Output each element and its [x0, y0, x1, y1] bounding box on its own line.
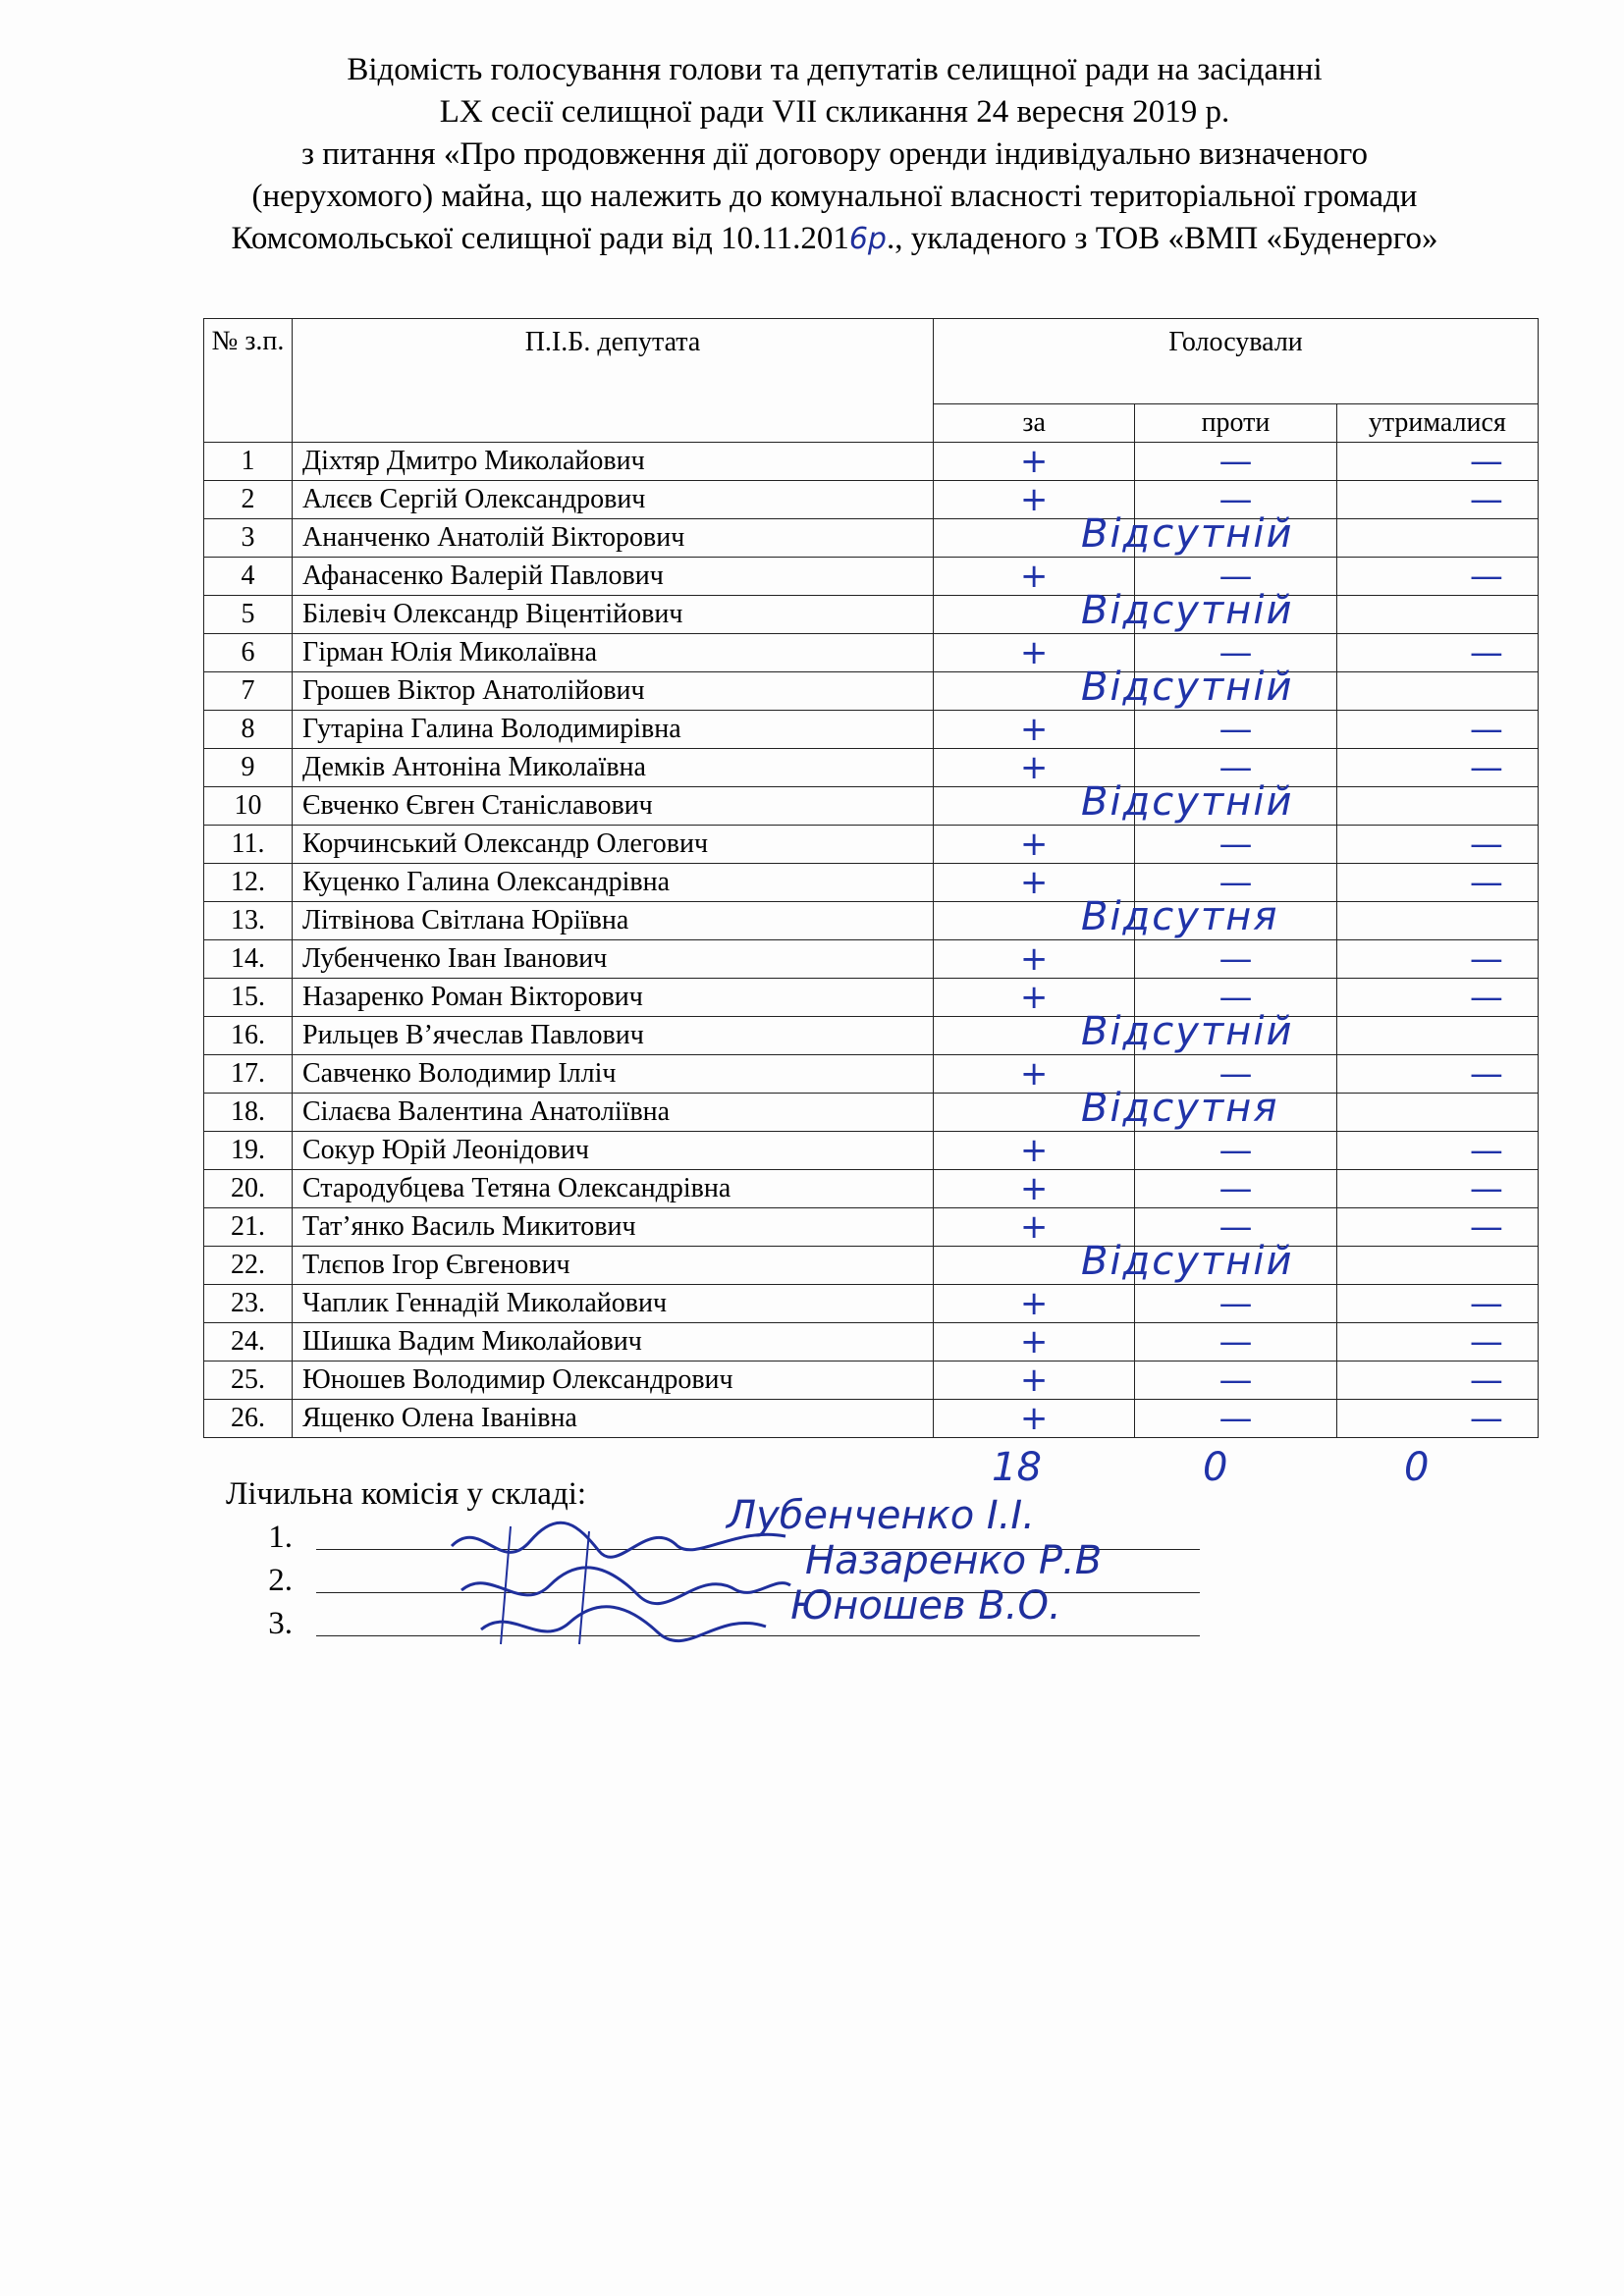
vote-for-mark: +: [1019, 479, 1049, 519]
vote-cell-abstain: [1336, 940, 1538, 979]
row-number: 25.: [204, 1362, 293, 1400]
vote-for-mark: +: [1019, 1398, 1049, 1438]
table-row: [204, 1132, 1539, 1170]
table-row: [204, 634, 1539, 672]
voting-table: [203, 318, 1539, 1438]
row-number: 4: [204, 558, 293, 596]
deputy-name: Назаренко Роман Вікторович: [293, 979, 934, 1017]
deputy-name: Савченко Володимир Ілліч: [293, 1055, 934, 1094]
table-row: [204, 902, 1539, 940]
vote-abstain-mark: —: [1469, 1283, 1503, 1323]
vote-cell-for: [934, 826, 1135, 864]
vote-cell-abstain: [1336, 1094, 1538, 1132]
vote-cell-against: [1135, 749, 1336, 787]
vote-cell-against: [1135, 558, 1336, 596]
vote-cell-abstain: [1336, 596, 1538, 634]
vote-cell-for: [934, 443, 1135, 481]
vote-for-mark: +: [1019, 824, 1049, 864]
col-header-abstain: утрималися: [1336, 404, 1538, 443]
vote-cell-against: [1135, 1132, 1336, 1170]
deputy-name: Сілаєва Валентина Анатоліївна: [293, 1094, 934, 1132]
table-row: [204, 979, 1539, 1017]
vote-cell-for: [934, 779, 1294, 826]
vote-cell-abstain: [1336, 1055, 1538, 1094]
vote-abstain-mark: —: [1469, 938, 1503, 979]
vote-cell-for: [934, 511, 1294, 558]
absent-note: Відсутній: [1081, 1239, 1294, 1284]
deputy-name: Рильцев В’ячеслав Павлович: [293, 1017, 934, 1055]
deputy-name: Юношев Володимир Олександрович: [293, 1362, 934, 1400]
vote-cell-abstain: [1336, 1208, 1538, 1247]
vote-against-mark: —: [1218, 1206, 1253, 1247]
vote-cell-abstain: [1336, 558, 1538, 596]
table-row: [204, 1208, 1539, 1247]
table-row: [204, 711, 1539, 749]
vote-for-mark: +: [1019, 1206, 1049, 1247]
vote-abstain-mark: —: [1469, 1206, 1503, 1247]
vote-against-mark: —: [1218, 862, 1253, 902]
deputy-name: Корчинський Олександр Олегович: [293, 826, 934, 864]
vote-cell-abstain: [1336, 864, 1538, 902]
deputy-name: Гутаріна Галина Володимирівна: [293, 711, 934, 749]
deputy-name: Ананченко Анатолій Вікторович: [293, 519, 934, 558]
row-number: 2: [204, 481, 293, 519]
row-number: 8: [204, 711, 293, 749]
row-number: 17.: [204, 1055, 293, 1094]
vote-cell-against: [1135, 596, 1336, 634]
vote-for-mark: +: [1019, 1053, 1049, 1094]
deputy-name: Афанасенко Валерій Павлович: [293, 558, 934, 596]
vote-cell-against: [1135, 634, 1336, 672]
commission-member-number: 3.: [268, 1606, 293, 1641]
table-row: [204, 1170, 1539, 1208]
vote-cell-against: [1135, 1323, 1336, 1362]
vote-cell-against: [1135, 481, 1336, 519]
vote-cell-against: [1135, 443, 1336, 481]
deputy-name: Діхтяр Дмитро Миколайович: [293, 443, 934, 481]
vote-cell-for: [934, 711, 1135, 749]
deputy-name: Тлєпов Ігор Євгенович: [293, 1247, 934, 1285]
vote-cell-abstain: [1336, 1017, 1538, 1055]
row-number: 20.: [204, 1170, 293, 1208]
vote-cell-against: [1135, 1094, 1336, 1132]
row-number: 16.: [204, 1017, 293, 1055]
table-row: [204, 749, 1539, 787]
vote-cell-against: [1135, 1247, 1336, 1285]
vote-abstain-mark: —: [1469, 441, 1503, 481]
vote-for-mark: +: [1019, 977, 1049, 1017]
vote-cell-against: [1135, 1170, 1336, 1208]
vote-against-mark: —: [1218, 1321, 1253, 1362]
vote-abstain-mark: —: [1469, 1398, 1503, 1438]
header-line-5-end: ., укладеного з ТОВ «ВМП «Буденерго»: [886, 221, 1438, 256]
absent-note: Відсутня: [1081, 1086, 1279, 1131]
vote-cell-for: [934, 634, 1135, 672]
vote-cell-abstain: [1336, 519, 1538, 558]
vote-cell-for: [934, 1285, 1135, 1323]
vote-cell-for: [934, 1323, 1135, 1362]
row-number: 5: [204, 596, 293, 634]
deputy-name: Білевіч Олександр Віцентійович: [293, 596, 934, 634]
vote-for-mark: +: [1019, 747, 1049, 787]
vote-cell-against: [1135, 826, 1336, 864]
vote-for-mark: +: [1019, 709, 1049, 749]
vote-abstain-mark: —: [1469, 1321, 1503, 1362]
vote-cell-abstain: [1336, 1285, 1538, 1323]
vote-cell-abstain: [1336, 979, 1538, 1017]
table-row: [204, 519, 1539, 558]
signatures-scribble: [442, 1507, 795, 1654]
total-for: 18: [992, 1445, 1042, 1490]
header-line-5: [196, 218, 1473, 260]
vote-cell-for: [934, 1170, 1135, 1208]
vote-for-mark: +: [1019, 862, 1049, 902]
vote-abstain-mark: —: [1469, 977, 1503, 1017]
row-number: 7: [204, 672, 293, 711]
vote-cell-abstain: [1336, 672, 1538, 711]
vote-cell-for: [934, 588, 1294, 634]
vote-cell-against: [1135, 1362, 1336, 1400]
deputy-name: Лубенченко Іван Іванович: [293, 940, 934, 979]
vote-abstain-mark: —: [1469, 1053, 1503, 1094]
commission-member-name: Юношев В.О.: [790, 1583, 1061, 1629]
vote-against-mark: —: [1218, 977, 1253, 1017]
vote-cell-abstain: [1336, 749, 1538, 787]
vote-cell-against: [1135, 1285, 1336, 1323]
vote-cell-abstain: [1336, 826, 1538, 864]
col-header-voted: Голосували: [934, 319, 1539, 404]
table-row: [204, 1400, 1539, 1438]
table-row: [204, 558, 1539, 596]
vote-for-mark: +: [1019, 1130, 1049, 1170]
commission-member-name: Назаренко Р.В: [805, 1538, 1103, 1583]
row-number: 15.: [204, 979, 293, 1017]
table-row: [204, 864, 1539, 902]
vote-cell-for: [934, 558, 1135, 596]
row-number: 9: [204, 749, 293, 787]
table-row: [204, 596, 1539, 634]
vote-for-mark: +: [1019, 1283, 1049, 1323]
vote-cell-for: [934, 1055, 1135, 1094]
deputy-name: Ященко Олена Іванівна: [293, 1400, 934, 1438]
row-number: 21.: [204, 1208, 293, 1247]
commission-member-name: Лубенченко І.І.: [727, 1493, 1035, 1538]
col-header-against: проти: [1135, 404, 1336, 443]
table-row: [204, 1323, 1539, 1362]
row-number: 22.: [204, 1247, 293, 1285]
vote-cell-abstain: [1336, 1400, 1538, 1438]
vote-abstain-mark: —: [1469, 556, 1503, 596]
row-number: 6: [204, 634, 293, 672]
vote-abstain-mark: —: [1469, 709, 1503, 749]
deputy-name: Стародубцева Тетяна Олександрівна: [293, 1170, 934, 1208]
vote-cell-for: [934, 1362, 1135, 1400]
vote-for-mark: +: [1019, 1168, 1049, 1208]
table-row: [204, 1362, 1539, 1400]
vote-cell-for: [934, 894, 1279, 940]
row-number: 12.: [204, 864, 293, 902]
row-number: 11.: [204, 826, 293, 864]
commission-member-number: 1.: [268, 1520, 293, 1555]
vote-cell-against: [1135, 1400, 1336, 1438]
vote-cell-for: [934, 1009, 1294, 1055]
deputy-name: Демків Антоніна Миколаївна: [293, 749, 934, 787]
vote-against-mark: —: [1218, 441, 1253, 481]
document-header: [196, 49, 1473, 260]
vote-for-mark: +: [1019, 938, 1049, 979]
vote-abstain-mark: —: [1469, 824, 1503, 864]
voting-table-body: [204, 443, 1539, 1438]
vote-cell-against: [1135, 1208, 1336, 1247]
vote-cell-against: [1135, 519, 1336, 558]
vote-abstain-mark: —: [1469, 862, 1503, 902]
vote-against-mark: —: [1218, 709, 1253, 749]
row-number: 18.: [204, 1094, 293, 1132]
table-row: [204, 672, 1539, 711]
vote-cell-abstain: [1336, 902, 1538, 940]
total-abstain: 0: [1404, 1445, 1430, 1490]
vote-cell-for: [934, 1208, 1135, 1247]
vote-cell-for: [934, 665, 1294, 711]
vote-against-mark: —: [1218, 632, 1253, 672]
vote-cell-for: [934, 979, 1135, 1017]
total-against: 0: [1203, 1445, 1228, 1490]
vote-cell-against: [1135, 711, 1336, 749]
vote-abstain-mark: —: [1469, 1130, 1503, 1170]
table-row: [204, 1017, 1539, 1055]
vote-cell-for: [934, 1400, 1135, 1438]
absent-note: Відсутній: [1081, 665, 1294, 710]
vote-cell-abstain: [1336, 1362, 1538, 1400]
row-number: 10: [204, 787, 293, 826]
vote-against-mark: —: [1218, 1168, 1253, 1208]
deputy-name: Чаплик Геннадій Миколайович: [293, 1285, 934, 1323]
deputy-name: Тат’янко Василь Микитович: [293, 1208, 934, 1247]
vote-against-mark: —: [1218, 1283, 1253, 1323]
header-line-2: LX сесії селищної ради VII скликання 24 вересня 2019 р.: [439, 94, 1230, 130]
vote-cell-for: [934, 749, 1135, 787]
deputy-name: Сокур Юрій Леонідович: [293, 1132, 934, 1170]
vote-against-mark: —: [1218, 479, 1253, 519]
row-number: 23.: [204, 1285, 293, 1323]
vote-cell-against: [1135, 902, 1336, 940]
row-number: 26.: [204, 1400, 293, 1438]
vote-cell-for: [934, 864, 1135, 902]
absent-note: Відсутня: [1081, 894, 1279, 939]
header-line-5-start: Комсомольської селищної ради від 10.11.201: [231, 221, 849, 256]
deputy-name: Грошев Віктор Анатолійович: [293, 672, 934, 711]
row-number: 1: [204, 443, 293, 481]
vote-cell-abstain: [1336, 1323, 1538, 1362]
vote-for-mark: +: [1019, 632, 1049, 672]
vote-cell-against: [1135, 940, 1336, 979]
vote-cell-for: [934, 1086, 1279, 1132]
commission-title: Лічильна комісія у складі:: [226, 1476, 587, 1512]
vote-cell-against: [1135, 864, 1336, 902]
deputy-name: Гірман Юлія Миколаївна: [293, 634, 934, 672]
vote-for-mark: +: [1019, 556, 1049, 596]
table-row: [204, 787, 1539, 826]
header-line-1: Відомість голосування голови та депутатів селищної ради на засіданні: [347, 52, 1323, 87]
vote-against-mark: —: [1218, 1130, 1253, 1170]
vote-against-mark: —: [1218, 1398, 1253, 1438]
table-row: [204, 481, 1539, 519]
vote-abstain-mark: —: [1469, 747, 1503, 787]
deputy-name: Євченко Євген Станіславович: [293, 787, 934, 826]
vote-against-mark: —: [1218, 747, 1253, 787]
vote-cell-abstain: [1336, 1247, 1538, 1285]
vote-against-mark: —: [1218, 1360, 1253, 1400]
table-row: [204, 1247, 1539, 1285]
vote-abstain-mark: —: [1469, 479, 1503, 519]
table-row: [204, 826, 1539, 864]
header-line-4: (нерухомого) майна, що належить до комунальної власності територіальної громади: [251, 179, 1418, 214]
col-header-name: П.І.Б. депутата: [293, 319, 934, 443]
vote-cell-for: [934, 940, 1135, 979]
col-header-for: за: [934, 404, 1135, 443]
row-number: 13.: [204, 902, 293, 940]
commission-member-number: 2.: [268, 1563, 293, 1598]
table-row: [204, 1055, 1539, 1094]
vote-cell-against: [1135, 672, 1336, 711]
vote-against-mark: —: [1218, 1053, 1253, 1094]
absent-note: Відсутній: [1081, 588, 1294, 633]
vote-cell-abstain: [1336, 1170, 1538, 1208]
vote-abstain-mark: —: [1469, 1360, 1503, 1400]
vote-cell-against: [1135, 1017, 1336, 1055]
vote-cell-against: [1135, 787, 1336, 826]
col-header-num: № з.п.: [204, 319, 293, 443]
vote-for-mark: +: [1019, 1360, 1049, 1400]
row-number: 24.: [204, 1323, 293, 1362]
vote-cell-for: [934, 1132, 1135, 1170]
header-line-3: з питання «Про продовження дії договору оренди індивідуально визначеного: [301, 136, 1368, 172]
deputy-name: Літвінова Світлана Юріївна: [293, 902, 934, 940]
vote-for-mark: +: [1019, 441, 1049, 481]
deputy-name: Куценко Галина Олександрівна: [293, 864, 934, 902]
vote-against-mark: —: [1218, 824, 1253, 864]
table-row: [204, 1285, 1539, 1323]
vote-cell-abstain: [1336, 443, 1538, 481]
absent-note: Відсутній: [1081, 779, 1294, 825]
vote-cell-abstain: [1336, 1132, 1538, 1170]
vote-cell-for: [934, 1239, 1294, 1285]
handwritten-year-fix: 6р: [848, 222, 887, 256]
deputy-name: Алєєв Сергій Олександрович: [293, 481, 934, 519]
vote-cell-abstain: [1336, 711, 1538, 749]
row-number: 19.: [204, 1132, 293, 1170]
vote-against-mark: —: [1218, 556, 1253, 596]
row-number: 14.: [204, 940, 293, 979]
absent-note: Відсутній: [1081, 511, 1294, 557]
row-number: 3: [204, 519, 293, 558]
vote-against-mark: —: [1218, 938, 1253, 979]
vote-cell-against: [1135, 979, 1336, 1017]
table-row: [204, 1094, 1539, 1132]
vote-for-mark: +: [1019, 1321, 1049, 1362]
absent-note: Відсутній: [1081, 1009, 1294, 1054]
vote-cell-abstain: [1336, 481, 1538, 519]
table-row: [204, 940, 1539, 979]
vote-cell-abstain: [1336, 634, 1538, 672]
vote-cell-abstain: [1336, 787, 1538, 826]
vote-cell-against: [1135, 1055, 1336, 1094]
vote-abstain-mark: —: [1469, 1168, 1503, 1208]
vote-cell-for: [934, 481, 1135, 519]
vote-abstain-mark: —: [1469, 632, 1503, 672]
deputy-name: Шишка Вадим Миколайович: [293, 1323, 934, 1362]
table-row: [204, 443, 1539, 481]
